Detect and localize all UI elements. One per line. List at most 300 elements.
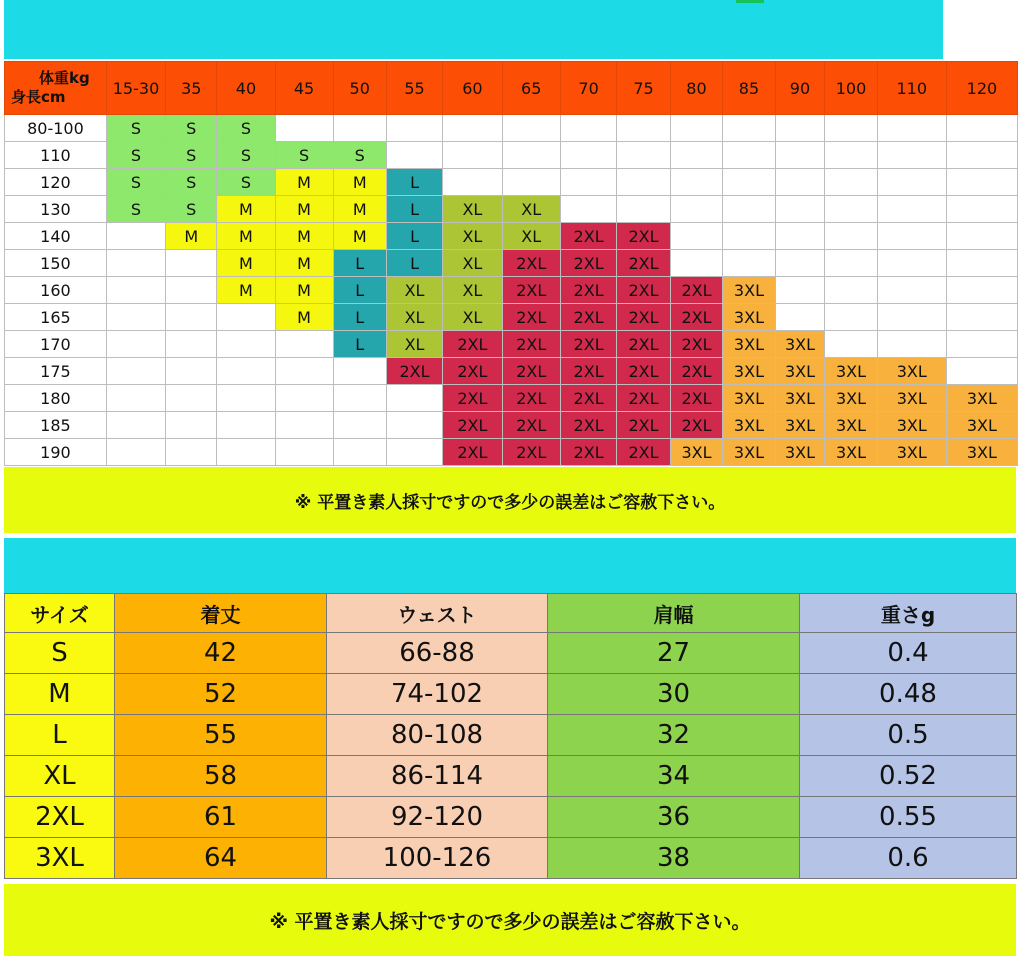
size-cell: 2XL	[560, 439, 616, 466]
size-cell	[560, 169, 616, 196]
size-cell	[877, 169, 946, 196]
size-cell: XL	[443, 250, 502, 277]
size-cell: 2XL	[560, 304, 616, 331]
size-cell	[166, 250, 217, 277]
size-cell	[877, 196, 946, 223]
size-cell: L	[333, 331, 386, 358]
spec-waist: 66-88	[327, 633, 548, 674]
spec-shoulder: 30	[548, 674, 800, 715]
height-label: 110	[5, 142, 107, 169]
size-chart-row	[5, 223, 1018, 250]
size-cell: M	[275, 196, 333, 223]
size-cell	[386, 142, 442, 169]
size-cell: 2XL	[443, 331, 502, 358]
size-cell	[560, 142, 616, 169]
height-axis-label: 身長cm	[11, 88, 66, 106]
size-cell: S	[217, 142, 275, 169]
size-cell	[443, 142, 502, 169]
spec-weight: 0.5	[800, 715, 1017, 756]
height-label: 180	[5, 385, 107, 412]
size-cell	[825, 142, 877, 169]
size-cell: L	[386, 169, 442, 196]
size-cell: 3XL	[946, 439, 1017, 466]
size-chart-row	[5, 169, 1018, 196]
size-cell	[723, 223, 775, 250]
weight-header: 15-30	[106, 62, 165, 115]
size-cell	[825, 196, 877, 223]
size-cell	[386, 385, 442, 412]
weight-header: 90	[775, 62, 825, 115]
size-cell	[217, 412, 275, 439]
height-label: 80-100	[5, 115, 107, 142]
spec-length: 52	[115, 674, 327, 715]
size-cell	[443, 115, 502, 142]
size-cell: XL	[443, 277, 502, 304]
size-cell: 2XL	[560, 331, 616, 358]
size-cell: M	[275, 277, 333, 304]
spec-row	[5, 715, 1017, 756]
size-cell	[166, 277, 217, 304]
weight-header: 80	[670, 62, 722, 115]
size-cell	[877, 304, 946, 331]
size-cell	[877, 250, 946, 277]
size-cell	[670, 115, 722, 142]
size-cell: M	[333, 196, 386, 223]
size-cell: 2XL	[502, 331, 560, 358]
size-cell: 2XL	[670, 358, 722, 385]
size-cell: 3XL	[946, 412, 1017, 439]
spec-shoulder: 34	[548, 756, 800, 797]
spec-weight: 0.48	[800, 674, 1017, 715]
size-cell: 2XL	[617, 439, 670, 466]
spec-weight: 0.55	[800, 797, 1017, 838]
size-cell	[217, 385, 275, 412]
size-cell: 3XL	[723, 439, 775, 466]
spec-length: 61	[115, 797, 327, 838]
size-cell: 3XL	[775, 358, 825, 385]
size-cell: 2XL	[502, 358, 560, 385]
size-chart-header-row	[5, 62, 1018, 115]
size-cell: 2XL	[670, 277, 722, 304]
size-cell	[825, 331, 877, 358]
size-cell: 3XL	[723, 277, 775, 304]
spec-shoulder: 36	[548, 797, 800, 838]
size-cell	[670, 169, 722, 196]
size-cell	[166, 358, 217, 385]
size-cell	[617, 169, 670, 196]
size-cell: S	[166, 142, 217, 169]
size-cell	[825, 169, 877, 196]
size-cell: 2XL	[617, 223, 670, 250]
size-cell	[106, 385, 165, 412]
size-cell	[106, 331, 165, 358]
spec-row	[5, 797, 1017, 838]
size-cell: S	[217, 115, 275, 142]
size-cell	[877, 223, 946, 250]
size-cell	[560, 115, 616, 142]
size-chart-row	[5, 196, 1018, 223]
size-cell: S	[333, 142, 386, 169]
spec-shoulder: 27	[548, 633, 800, 674]
height-label: 130	[5, 196, 107, 223]
height-label: 120	[5, 169, 107, 196]
size-chart-row	[5, 412, 1018, 439]
size-cell	[946, 304, 1017, 331]
size-cell: 3XL	[825, 439, 877, 466]
size-cell: S	[166, 115, 217, 142]
middle-banner	[4, 538, 1016, 593]
size-cell	[775, 304, 825, 331]
spec-row	[5, 674, 1017, 715]
size-cell	[825, 277, 877, 304]
size-cell: 3XL	[877, 385, 946, 412]
size-cell	[275, 331, 333, 358]
size-cell: L	[386, 250, 442, 277]
size-cell: 3XL	[825, 412, 877, 439]
weight-header: 35	[166, 62, 217, 115]
size-cell: 3XL	[877, 358, 946, 385]
size-cell	[166, 331, 217, 358]
size-cell: S	[275, 142, 333, 169]
top-banner	[4, 0, 943, 59]
size-cell	[333, 115, 386, 142]
size-cell: XL	[502, 223, 560, 250]
size-cell	[946, 358, 1017, 385]
size-cell: L	[386, 196, 442, 223]
size-cell	[946, 169, 1017, 196]
size-cell: S	[106, 169, 165, 196]
size-cell	[217, 304, 275, 331]
size-cell	[670, 250, 722, 277]
size-cell: 2XL	[502, 385, 560, 412]
size-cell: 2XL	[617, 304, 670, 331]
height-label: 190	[5, 439, 107, 466]
size-cell: 2XL	[560, 223, 616, 250]
spec-waist: 86-114	[327, 756, 548, 797]
height-label: 170	[5, 331, 107, 358]
spec-length: 55	[115, 715, 327, 756]
weight-header: 75	[617, 62, 670, 115]
size-chart-row	[5, 304, 1018, 331]
size-chart-row	[5, 358, 1018, 385]
size-cell	[106, 358, 165, 385]
weight-header: 65	[502, 62, 560, 115]
spec-header-weight: 重さg	[800, 594, 1017, 633]
size-cell	[275, 385, 333, 412]
size-cell	[775, 223, 825, 250]
size-cell	[723, 196, 775, 223]
size-cell: 3XL	[825, 385, 877, 412]
size-cell: 3XL	[723, 331, 775, 358]
size-cell	[775, 196, 825, 223]
size-cell: 2XL	[560, 277, 616, 304]
size-chart-row	[5, 385, 1018, 412]
size-cell	[617, 196, 670, 223]
size-cell	[333, 358, 386, 385]
size-cell: 2XL	[670, 331, 722, 358]
size-cell	[166, 385, 217, 412]
size-cell	[946, 142, 1017, 169]
spec-header-length: 着丈	[115, 594, 327, 633]
size-cell	[946, 250, 1017, 277]
size-cell: 2XL	[502, 439, 560, 466]
size-cell	[502, 142, 560, 169]
size-cell: 2XL	[443, 385, 502, 412]
size-cell	[502, 169, 560, 196]
size-cell: 2XL	[617, 358, 670, 385]
size-cell: S	[166, 196, 217, 223]
size-cell: M	[275, 304, 333, 331]
size-cell	[775, 169, 825, 196]
size-cell	[617, 142, 670, 169]
size-cell: 2XL	[502, 304, 560, 331]
size-chart-row	[5, 115, 1018, 142]
size-cell: 2XL	[617, 331, 670, 358]
size-chart-row	[5, 439, 1018, 466]
spec-row	[5, 838, 1017, 879]
height-label: 160	[5, 277, 107, 304]
size-chart-row	[5, 331, 1018, 358]
spec-header-row	[5, 594, 1017, 633]
spec-shoulder: 38	[548, 838, 800, 879]
spec-size: 2XL	[5, 797, 115, 838]
weight-header: 55	[386, 62, 442, 115]
size-chart-row	[5, 250, 1018, 277]
spec-waist: 100-126	[327, 838, 548, 879]
size-cell: 2XL	[443, 358, 502, 385]
size-cell	[825, 223, 877, 250]
size-cell	[775, 250, 825, 277]
size-cell	[723, 142, 775, 169]
spec-size: L	[5, 715, 115, 756]
size-cell	[946, 196, 1017, 223]
height-label: 140	[5, 223, 107, 250]
size-chart-table	[4, 61, 1018, 466]
size-cell: 3XL	[877, 412, 946, 439]
spec-size: 3XL	[5, 838, 115, 879]
spec-length: 64	[115, 838, 327, 879]
size-cell: 2XL	[617, 385, 670, 412]
size-cell	[106, 277, 165, 304]
size-cell	[275, 439, 333, 466]
size-cell: 3XL	[825, 358, 877, 385]
size-cell: M	[333, 169, 386, 196]
size-cell	[275, 412, 333, 439]
size-cell	[275, 115, 333, 142]
size-cell: XL	[443, 223, 502, 250]
size-cell: 3XL	[775, 439, 825, 466]
size-cell	[386, 115, 442, 142]
weight-header: 45	[275, 62, 333, 115]
spec-shoulder: 32	[548, 715, 800, 756]
spec-header-size: サイズ	[5, 594, 115, 633]
size-cell	[946, 223, 1017, 250]
size-cell: 3XL	[775, 385, 825, 412]
size-cell: XL	[386, 331, 442, 358]
size-cell: 2XL	[670, 304, 722, 331]
size-cell: S	[166, 169, 217, 196]
size-cell: 2XL	[502, 250, 560, 277]
height-label: 165	[5, 304, 107, 331]
size-cell	[617, 115, 670, 142]
spec-note: ※ 平置き素人採寸ですので多少の誤差はご容赦下さい。	[4, 884, 1016, 956]
size-cell: L	[386, 223, 442, 250]
size-cell	[775, 277, 825, 304]
spec-weight: 0.52	[800, 756, 1017, 797]
spec-header-shoulder: 肩幅	[548, 594, 800, 633]
size-cell	[560, 196, 616, 223]
size-cell: M	[217, 196, 275, 223]
size-cell	[877, 277, 946, 304]
size-cell: S	[106, 196, 165, 223]
spec-row	[5, 633, 1017, 674]
size-cell	[723, 169, 775, 196]
size-cell	[217, 331, 275, 358]
size-cell: L	[333, 304, 386, 331]
size-cell	[946, 277, 1017, 304]
size-cell	[106, 439, 165, 466]
size-cell	[670, 223, 722, 250]
spec-header-waist: ウェスト	[327, 594, 548, 633]
spec-table	[4, 593, 1017, 879]
size-cell	[775, 115, 825, 142]
size-cell	[217, 439, 275, 466]
size-cell: M	[275, 223, 333, 250]
size-cell	[106, 304, 165, 331]
size-cell	[723, 250, 775, 277]
size-cell: 2XL	[443, 439, 502, 466]
size-cell	[825, 115, 877, 142]
height-label: 175	[5, 358, 107, 385]
size-cell	[106, 223, 165, 250]
size-cell	[443, 169, 502, 196]
spec-size: S	[5, 633, 115, 674]
size-cell: XL	[443, 196, 502, 223]
size-cell	[166, 304, 217, 331]
weight-header: 85	[723, 62, 775, 115]
spec-weight: 0.6	[800, 838, 1017, 879]
size-cell: 3XL	[877, 439, 946, 466]
weight-header: 110	[877, 62, 946, 115]
size-cell: 2XL	[560, 358, 616, 385]
corner-header	[5, 62, 107, 115]
size-cell: 2XL	[443, 412, 502, 439]
spec-waist: 74-102	[327, 674, 548, 715]
size-cell	[166, 412, 217, 439]
size-cell	[166, 439, 217, 466]
size-cell	[670, 142, 722, 169]
size-cell	[333, 439, 386, 466]
size-cell: 3XL	[775, 412, 825, 439]
size-cell: S	[106, 142, 165, 169]
size-cell	[877, 331, 946, 358]
size-cell: M	[333, 223, 386, 250]
weight-header: 70	[560, 62, 616, 115]
size-cell	[333, 412, 386, 439]
spec-size: XL	[5, 756, 115, 797]
size-cell	[386, 439, 442, 466]
size-cell: 2XL	[502, 412, 560, 439]
size-cell: M	[275, 169, 333, 196]
size-cell	[946, 115, 1017, 142]
size-cell: M	[217, 250, 275, 277]
size-cell	[333, 385, 386, 412]
size-cell: 3XL	[775, 331, 825, 358]
size-chart-row	[5, 277, 1018, 304]
measurement-note: ※ 平置き素人採寸ですので多少の誤差はご容赦下さい。	[4, 467, 1016, 533]
size-cell: 3XL	[946, 385, 1017, 412]
size-cell: 2XL	[617, 412, 670, 439]
size-cell: 3XL	[723, 385, 775, 412]
size-chart-row	[5, 142, 1018, 169]
size-cell: L	[333, 277, 386, 304]
spec-length: 42	[115, 633, 327, 674]
height-label: 150	[5, 250, 107, 277]
size-cell: M	[217, 277, 275, 304]
size-cell	[825, 250, 877, 277]
size-cell	[946, 331, 1017, 358]
size-cell	[275, 358, 333, 385]
spec-length: 58	[115, 756, 327, 797]
spec-waist: 92-120	[327, 797, 548, 838]
size-cell	[775, 142, 825, 169]
size-cell: 2XL	[502, 277, 560, 304]
size-cell: 3XL	[723, 358, 775, 385]
spec-weight: 0.4	[800, 633, 1017, 674]
size-cell: 2XL	[560, 412, 616, 439]
size-cell: 2XL	[617, 277, 670, 304]
size-cell: M	[217, 223, 275, 250]
size-cell: 2XL	[560, 250, 616, 277]
size-cell: XL	[386, 304, 442, 331]
size-cell: 3XL	[723, 304, 775, 331]
size-cell: M	[166, 223, 217, 250]
size-cell: XL	[443, 304, 502, 331]
size-cell: S	[217, 169, 275, 196]
size-cell: 2XL	[560, 385, 616, 412]
size-cell: 2XL	[386, 358, 442, 385]
size-cell: 3XL	[670, 439, 722, 466]
size-cell	[386, 412, 442, 439]
size-cell	[723, 115, 775, 142]
spec-size: M	[5, 674, 115, 715]
size-cell	[825, 304, 877, 331]
size-cell	[106, 412, 165, 439]
height-label: 185	[5, 412, 107, 439]
spec-row	[5, 756, 1017, 797]
banner-accent	[736, 0, 764, 3]
size-cell: 3XL	[723, 412, 775, 439]
size-cell: 2XL	[670, 412, 722, 439]
weight-header: 40	[217, 62, 275, 115]
size-cell	[106, 250, 165, 277]
size-cell	[877, 115, 946, 142]
size-cell	[502, 115, 560, 142]
size-cell: L	[333, 250, 386, 277]
weight-header: 50	[333, 62, 386, 115]
size-cell	[877, 142, 946, 169]
weight-header: 60	[443, 62, 502, 115]
size-cell: 2XL	[670, 385, 722, 412]
size-cell: XL	[502, 196, 560, 223]
weight-header: 120	[946, 62, 1017, 115]
size-cell: XL	[386, 277, 442, 304]
size-cell: S	[106, 115, 165, 142]
size-cell	[670, 196, 722, 223]
weight-header: 100	[825, 62, 877, 115]
weight-axis-label: 体重kg	[39, 69, 90, 87]
size-cell: M	[275, 250, 333, 277]
